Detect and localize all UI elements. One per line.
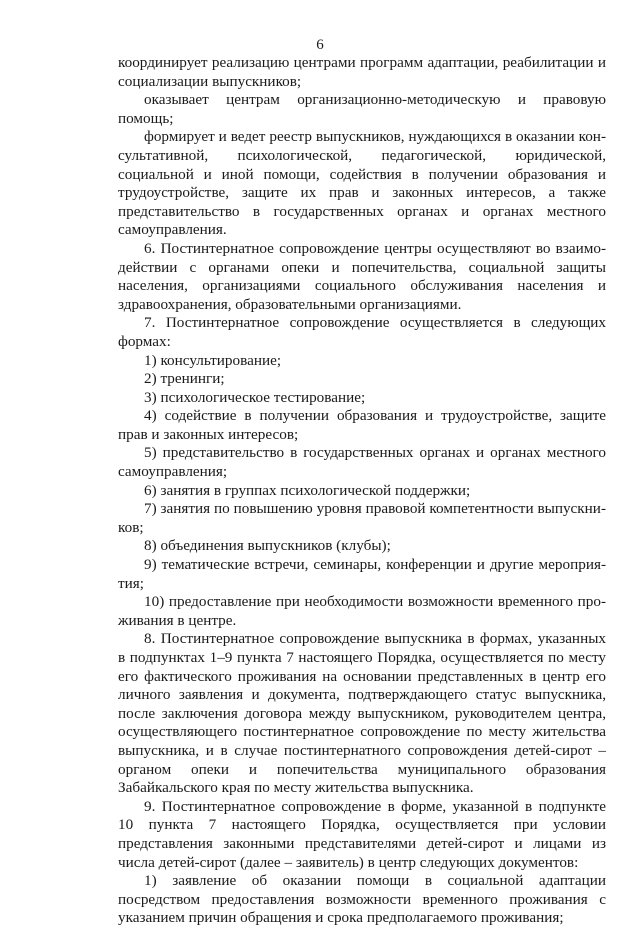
list-item-7-9: 9) тематические встречи, семинары, конференции и другие мероприятия; <box>118 556 606 592</box>
list-item-7-5: 5) представительство в государственных органах и органах местного самоуправления; <box>118 444 606 481</box>
list-item-7-3: 3) психологическое тестирование; <box>144 388 366 406</box>
list-item-7-1: 1) консультирование; <box>144 351 282 369</box>
document-body <box>118 54 606 928</box>
paragraph-item-9: 9. Постинтернатное сопровождение в форме, указанной в подпункте 10 пункта 7 настоящего Порядка, осуществляется при условии представления законными представителями детей-сирот и лицами из числа детей-сирот (далее – заявитель) в центр следующих документов: <box>118 797 606 871</box>
list-item-9-1: 1) заявление об оказании помощи в социальной адаптации посредством предоставления возможности временного проживания с указанием причин обращения и срока предполагаемого проживания; <box>118 872 606 927</box>
paragraph-coordinates-programs: координирует реализацию центрами программ адаптации, реабилитации и социализации выпускников; <box>118 54 606 90</box>
list-item-7-2: 2) тренинги; <box>144 370 225 388</box>
list-item-7-8: 8) объединения выпускников (клубы); <box>144 537 391 555</box>
page-number: 6 <box>316 37 324 53</box>
list-item-7-7: 7) занятия по повышению уровня правовой компетентности выпускников; <box>118 500 606 536</box>
list-item-7-6: 6) занятия в группах психологической поддержки; <box>144 481 471 499</box>
paragraph-item-7: 7. Постинтернатное сопровождение осуществляется в следующих формах: <box>118 314 606 350</box>
paragraph-item-8: 8. Постинтернатное сопровождение выпускника в формах, указанных в подпунктах 1–9 пункта 7 настоящего Порядка, осуществляется по месту его фактического проживания на основании представленных в центр его личного заявления и документа, подтверждающего статус выпускника, после заключения договора между выпускником, руководителем центра, осуществляющего постинтернатное сопровождение по месту жительства выпускника, и в случае постинтернатного сопровождения детей-сирот – органом опеки и попечительства муниципального образования Забайкальского края по месту жительства выпускника. <box>118 630 606 797</box>
paragraph-item-6: 6. Постинтернатное сопровождение центры осуществляют во взаимодействии с органами опеки и попечительства, социальной защиты населения, организациями социального обслуживания населения и здравоохранения, образовательными организациями. <box>118 239 606 313</box>
paragraph-registry: формирует и ведет реестр выпускников, нуждающихся в оказании консультативной, психологической, педагогической, юридической, социальной и иной помощи, содействия в получении образования и трудоустройстве, защите их прав и законных интересов, а также представительство в государственных органах и органах местного самоуправления. <box>118 128 606 239</box>
list-item-7-4: 4) содействие в получении образования и трудоустройстве, защите прав и законных интересов; <box>118 407 606 443</box>
list-item-7-10: 10) предоставление при необходимости возможности временного проживания в центре. <box>118 593 606 629</box>
paragraph-methodical-help: оказывает центрам организационно-методическую и правовую помощь; <box>118 91 606 127</box>
